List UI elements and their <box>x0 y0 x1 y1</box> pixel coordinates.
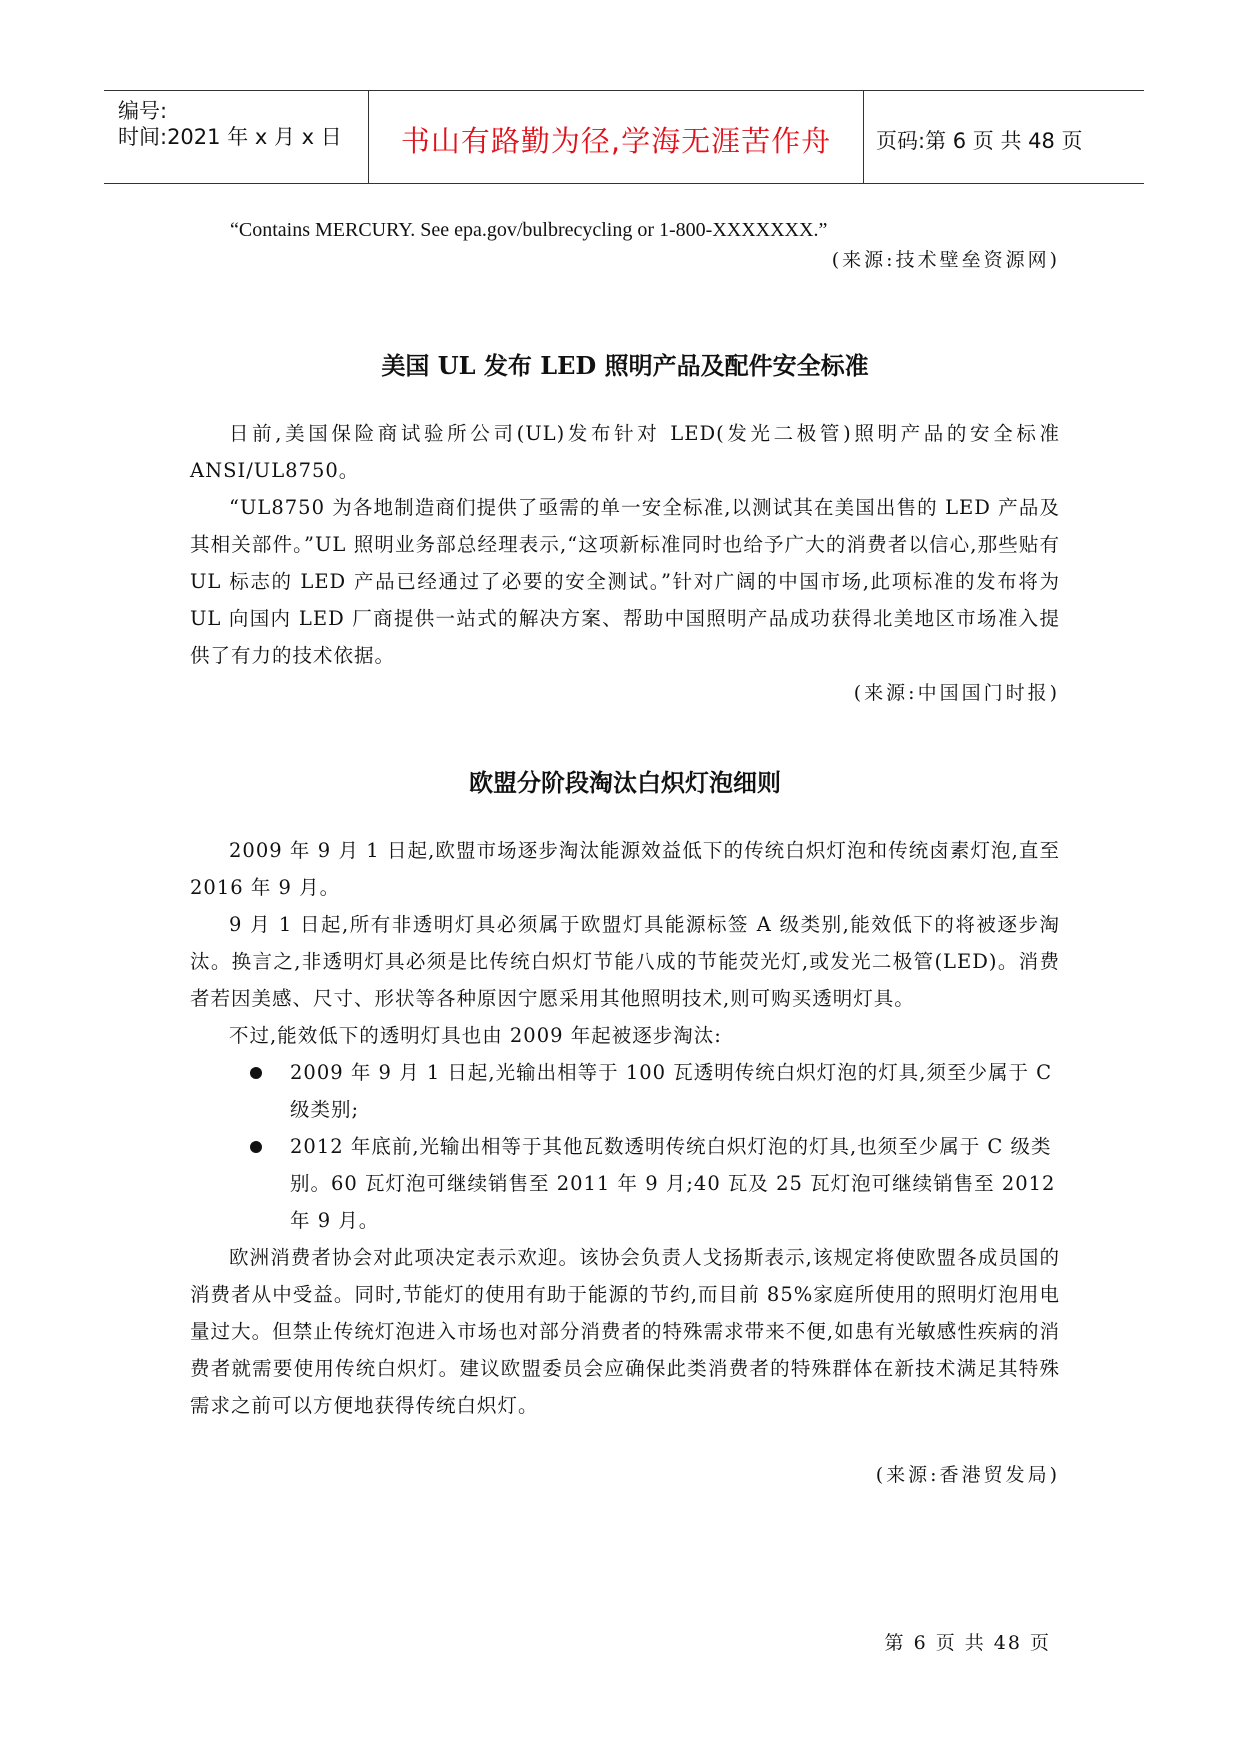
article2-paragraph: 9 月 1 日起,所有非透明灯具必须属于欧盟灯具能源标签 A 级类别,能效低下的将被逐步淘汰。换言之,非透明灯具必须是比传统白炽灯节能八成的节能荧光灯,或发光二极管(LED)。消费者若因美感、尺寸、形状等各种原因宁愿采用其他照明技术,则可购买透明灯具。 <box>190 913 1060 1010</box>
page-content <box>190 215 1060 1490</box>
article1-paragraph: 日前,美国保险商试验所公司(UL)发布针对 LED(发光二极管)照明产品的安全标准 ANSI/UL8750。 <box>190 422 1060 482</box>
header-info-cell <box>104 91 369 183</box>
header-page-number: 页码:第 6 页 共 48 页 <box>876 129 1083 153</box>
article2-source: (来源:香港贸发局) <box>875 1464 1060 1486</box>
list-item-text: 2009 年 9 月 1 日起,光输出相等于 100 瓦透明传统白炽灯泡的灯具,须至少属于 C 级类别; <box>290 1061 1053 1121</box>
header-motto-cell <box>369 91 864 183</box>
article1-paragraph: “UL8750 为各地制造商们提供了亟需的单一安全标准,以测试其在美国出售的 LED 产品及其相关部件。”UL 照明业务部总经理表示,“这项新标准同时也给予广大的消费者以信心,那些贴有 UL 标志的 LED 产品已经通过了必要的安全测试。”针对广阔的中国市场,此项标准的发布将为 UL 向国内 LED 厂商提供一站式的解决方案、帮助中国照明产品成功获得北美地区市场准入提供了有力的技术依据。 <box>190 496 1060 667</box>
list-item-text: 2012 年底前,光输出相等于其他瓦数透明传统白炽灯泡的灯具,也须至少属于 C 级类别。60 瓦灯泡可继续销售至 2011 年 9 月;40 瓦及 25 瓦灯泡可继续销售至 2012 年 9 月。 <box>290 1135 1056 1232</box>
intro-source: (来源:技术壁垒资源网) <box>831 249 1060 271</box>
article1-source: (来源:中国国门时报) <box>853 682 1060 704</box>
article2-paragraph: 不过,能效低下的透明灯具也由 2009 年起被逐步淘汰: <box>229 1024 722 1047</box>
article2-paragraph: 2009 年 9 月 1 日起,欧盟市场逐步淘汰能源效益低下的传统白炽灯泡和传统卤素灯泡,直至 2016 年 9 月。 <box>190 839 1060 899</box>
article2-closing-paragraph: 欧洲消费者协会对此项决定表示欢迎。该协会负责人戈扬斯表示,该规定将使欧盟各成员国的消费者从中受益。同时,节能灯的使用有助于能源的节约,而目前 85%家庭所使用的照明灯泡用电量过大。但禁止传统灯泡进入市场也对部分消费者的特殊需求带来不便,如患有光敏感性疾病的消费者就需要使用传统白炽灯。建议欧盟委员会应确保此类消费者的特殊群体在新技术满足其特殊需求之前可以方便地获得传统白炽灯。 <box>190 1246 1060 1417</box>
page-header <box>104 90 1144 184</box>
phaseout-list <box>190 1054 1060 1239</box>
time-label: 时间:2021 年 x 月 x 日 <box>118 125 342 149</box>
header-motto: 书山有路勤为径,学海无涯苦作舟 <box>400 124 832 158</box>
header-page-cell <box>864 91 1144 183</box>
article1-title: 美国 UL 发布 LED 照明产品及配件安全标准 <box>381 351 869 380</box>
bullet-icon <box>250 1141 262 1153</box>
article2-title: 欧盟分阶段淘汰白炽灯泡细则 <box>469 768 781 797</box>
page-footer: 第 6 页 共 48 页 <box>884 1632 1051 1654</box>
mercury-quote: “Contains MERCURY. See epa.gov/bulbrecycling or 1-800-XXXXXXX.” <box>230 219 828 241</box>
list-item <box>190 1128 1060 1239</box>
list-item <box>190 1054 1060 1128</box>
serial-label: 编号: <box>118 99 168 123</box>
bullet-icon <box>250 1067 262 1079</box>
